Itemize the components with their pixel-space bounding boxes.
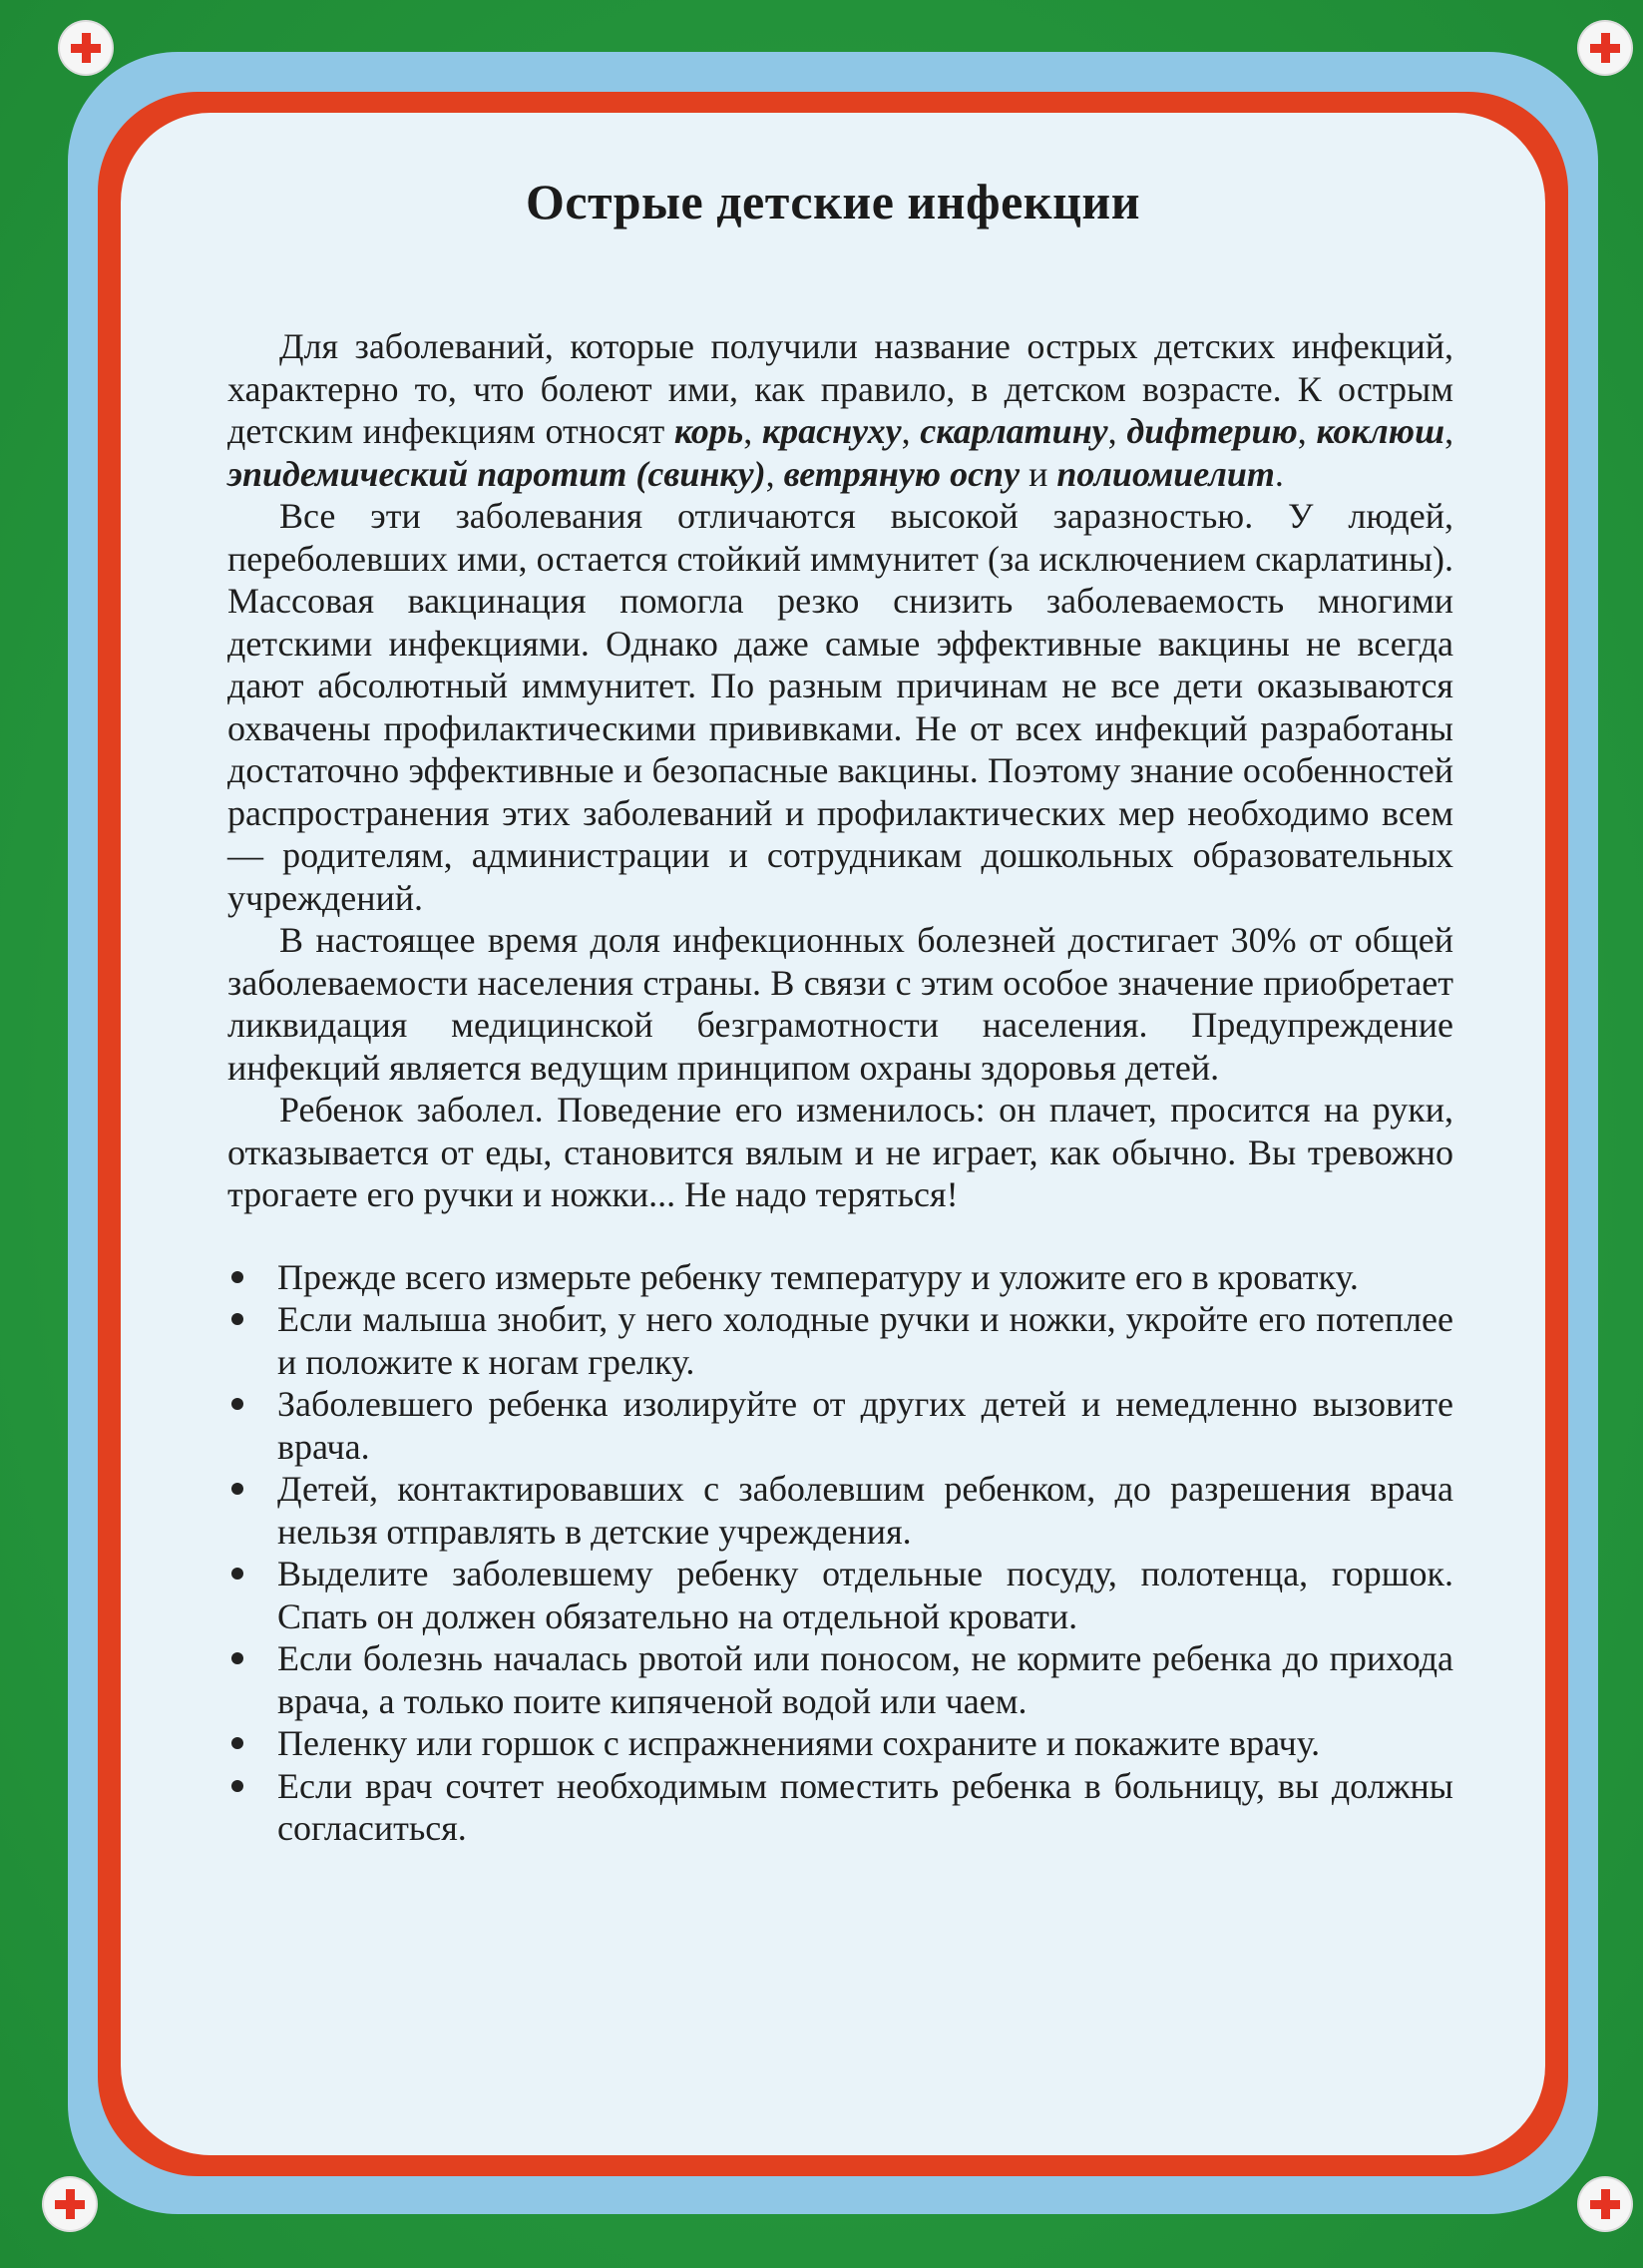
list-item-text: Если врач сочтет необходимым поместить ребенка в больницу, вы должны согласиться. (277, 1765, 1453, 1848)
red-cross-icon (1579, 22, 1631, 74)
list-item-text: Заболевшего ребенка изолируйте от других детей и немедленно вызовите врача. (277, 1384, 1453, 1467)
paragraph-statistics (227, 919, 1453, 1089)
bullet-icon (231, 1271, 243, 1283)
list-item (227, 1637, 1453, 1722)
bullet-icon (231, 1313, 243, 1325)
paragraph-text: В настоящее время доля инфекционных болезней достигает 30% от общей заболеваемости населения страны. В связи с этим особое значение приобретает ликвидация медицинской безграмотности населения. Предупреждение инфекций является ведущим принципом охраны здоровья детей. (227, 920, 1453, 1088)
paragraph-contagiousness (227, 495, 1453, 919)
bullet-icon (231, 1737, 243, 1749)
paragraph-text: , (1107, 411, 1127, 451)
bullet-icon (231, 1780, 243, 1792)
infection-name: дифтерию (1126, 411, 1298, 451)
red-cross-icon (1579, 2178, 1631, 2230)
red-cross-icon (44, 2178, 96, 2230)
paragraph-text: , (1297, 411, 1317, 451)
infection-name: краснуху (761, 411, 902, 451)
paragraph-text: Ребенок заболел. Поведение его изменилось: он плачет, просится на руки, отказывается от еды, становится вялым и не играет, как обычно. Вы тревожно трогаете его ручки и ножки... Не надо теряться! (227, 1090, 1453, 1214)
infection-name: ветряную оспу (783, 453, 1021, 494)
list-item-text: Если болезнь началась рвотой или поносом, не кормите ребенка до прихода врача, а только поите кипяченой водой или чаем. (277, 1638, 1453, 1721)
list-item (227, 1765, 1453, 1850)
list-item-text: Прежде всего измерьте ребенку температуру и уложите его в кроватку. (277, 1256, 1359, 1297)
paragraph-text: , (765, 453, 784, 494)
paragraph-text: , (1444, 411, 1454, 451)
list-item (227, 1553, 1453, 1637)
page-title: Острые детские инфекции (525, 174, 1141, 229)
infection-name: корь (673, 411, 744, 451)
list-item-text: Детей, контактировавших с заболевшим ребенком, до разрешения врача нельзя отправлять в детские учреждения. (277, 1469, 1453, 1552)
list-item-text: Пеленку или горшок с испражнениями сохраните и покажите врачу. (277, 1723, 1321, 1763)
bullet-icon (231, 1652, 243, 1664)
advice-list (227, 1256, 1453, 1850)
bullet-icon (231, 1568, 243, 1580)
list-item (227, 1383, 1453, 1468)
paragraph-text: . (1274, 453, 1284, 494)
list-item (227, 1298, 1453, 1383)
paragraph-text: Для заболеваний, которые получили название острых детских инфекций, характерно то, что болеют ими, как правило, в детском возрасте. К острым детским инфекциям относят (227, 326, 1453, 451)
list-item (227, 1256, 1453, 1299)
article-body (227, 325, 1453, 1850)
list-item-text: Выделите заболевшему ребенку отдельные посуду, полотенца, горшок. Спать он должен обязательно на отдельной кровати. (277, 1554, 1453, 1636)
red-cross-icon (60, 22, 112, 74)
paragraph-child-sick (227, 1089, 1453, 1216)
infection-name: эпидемический паротит (свинку) (227, 453, 766, 494)
paragraph-text: , (901, 411, 921, 451)
content-card (121, 113, 1545, 2155)
infection-name: коклюш (1316, 411, 1445, 451)
infection-name: полиомиелит (1056, 453, 1275, 494)
bullet-icon (231, 1483, 243, 1495)
list-item-text: Если малыша знобит, у него холодные ручки и ножки, укройте его потеплее и положите к ногам грелку. (277, 1299, 1453, 1382)
paragraph-text: Все эти заболевания отличаются высокой заразностью. У людей, переболевших ими, остается стойкий иммунитет (за исключением скарлатины). Массовая вакцинация помогла резко снизить заболеваемость многими детскими инфекциями. Однако даже самые эффективные вакцины не всегда дают абсолютный иммунитет. По разным причинам не все дети оказываются охвачены профилактическими прививками. Не от всех инфекций разработаны достаточно эффективные и безопасные вакцины. Поэтому знание особенностей распространения этих заболеваний и профилактических мер необходимо всем — родителям, администрации и сотрудникам дошкольных образовательных учреждений. (227, 496, 1453, 918)
bullet-icon (231, 1398, 243, 1410)
infection-name: скарлатину (920, 411, 1108, 451)
paragraph-text: , (743, 411, 762, 451)
list-item (227, 1468, 1453, 1553)
paragraph-text: и (1020, 453, 1057, 494)
paragraph-intro (227, 325, 1453, 495)
list-item (227, 1722, 1453, 1765)
